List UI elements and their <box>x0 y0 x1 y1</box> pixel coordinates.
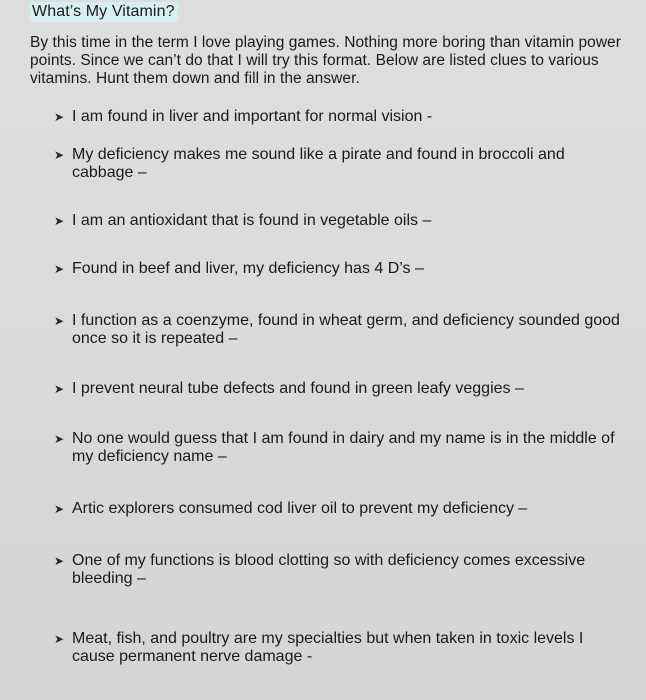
clue-text: My deficiency makes me sound like a pirate and found in broccoli and cabbage – <box>72 146 565 181</box>
clue-item-1 <box>54 108 624 126</box>
arrow-bullet-icon: ➤ <box>54 314 65 328</box>
clue-text: Found in beef and liver, my deficiency has 4 D’s – <box>72 260 424 277</box>
arrow-bullet-icon: ➤ <box>54 110 65 124</box>
clue-item-8 <box>54 500 624 518</box>
page-title: What’s My Vitamin? <box>30 2 178 22</box>
clue-text: One of my functions is blood clotting so with deficiency comes excessive bleeding – <box>72 552 586 587</box>
arrow-bullet-icon: ➤ <box>54 214 65 228</box>
arrow-bullet-icon: ➤ <box>54 262 65 276</box>
clue-item-3 <box>54 212 624 230</box>
clue-text: I prevent neural tube defects and found in green leafy veggies – <box>72 380 524 397</box>
clue-text: Artic explorers consumed cod liver oil to prevent my deficiency – <box>72 500 528 517</box>
clue-text: Meat, fish, and poultry are my specialties but when taken in toxic levels I cause permanent nerve damage - <box>72 630 584 665</box>
arrow-bullet-icon: ➤ <box>54 554 65 568</box>
clue-text: I am an antioxidant that is found in vegetable oils – <box>72 212 432 229</box>
arrow-bullet-icon: ➤ <box>54 502 65 516</box>
arrow-bullet-icon: ➤ <box>54 432 65 446</box>
arrow-bullet-icon: ➤ <box>54 632 65 646</box>
clue-item-5 <box>54 312 624 348</box>
clue-item-4 <box>54 260 624 278</box>
clue-text: No one would guess that I am found in dairy and my name is in the middle of my deficiency name – <box>72 430 615 465</box>
clue-item-9 <box>54 552 624 588</box>
clue-item-6 <box>54 380 624 398</box>
clue-text: I function as a coenzyme, found in wheat germ, and deficiency sounded good once so it is repeated – <box>72 312 620 347</box>
clue-item-7 <box>54 430 624 466</box>
clue-text: I am found in liver and important for normal vision - <box>72 108 433 125</box>
arrow-bullet-icon: ➤ <box>54 382 65 396</box>
clue-item-10 <box>54 630 624 666</box>
arrow-bullet-icon: ➤ <box>54 148 65 162</box>
clue-item-2 <box>54 146 624 182</box>
intro-paragraph: By this time in the term I love playing games. Nothing more boring than vitamin power points. Since we can’t do that I will try this format. Below are listed clues to various vitamins. Hunt them down and fill in the answer. <box>30 34 621 87</box>
